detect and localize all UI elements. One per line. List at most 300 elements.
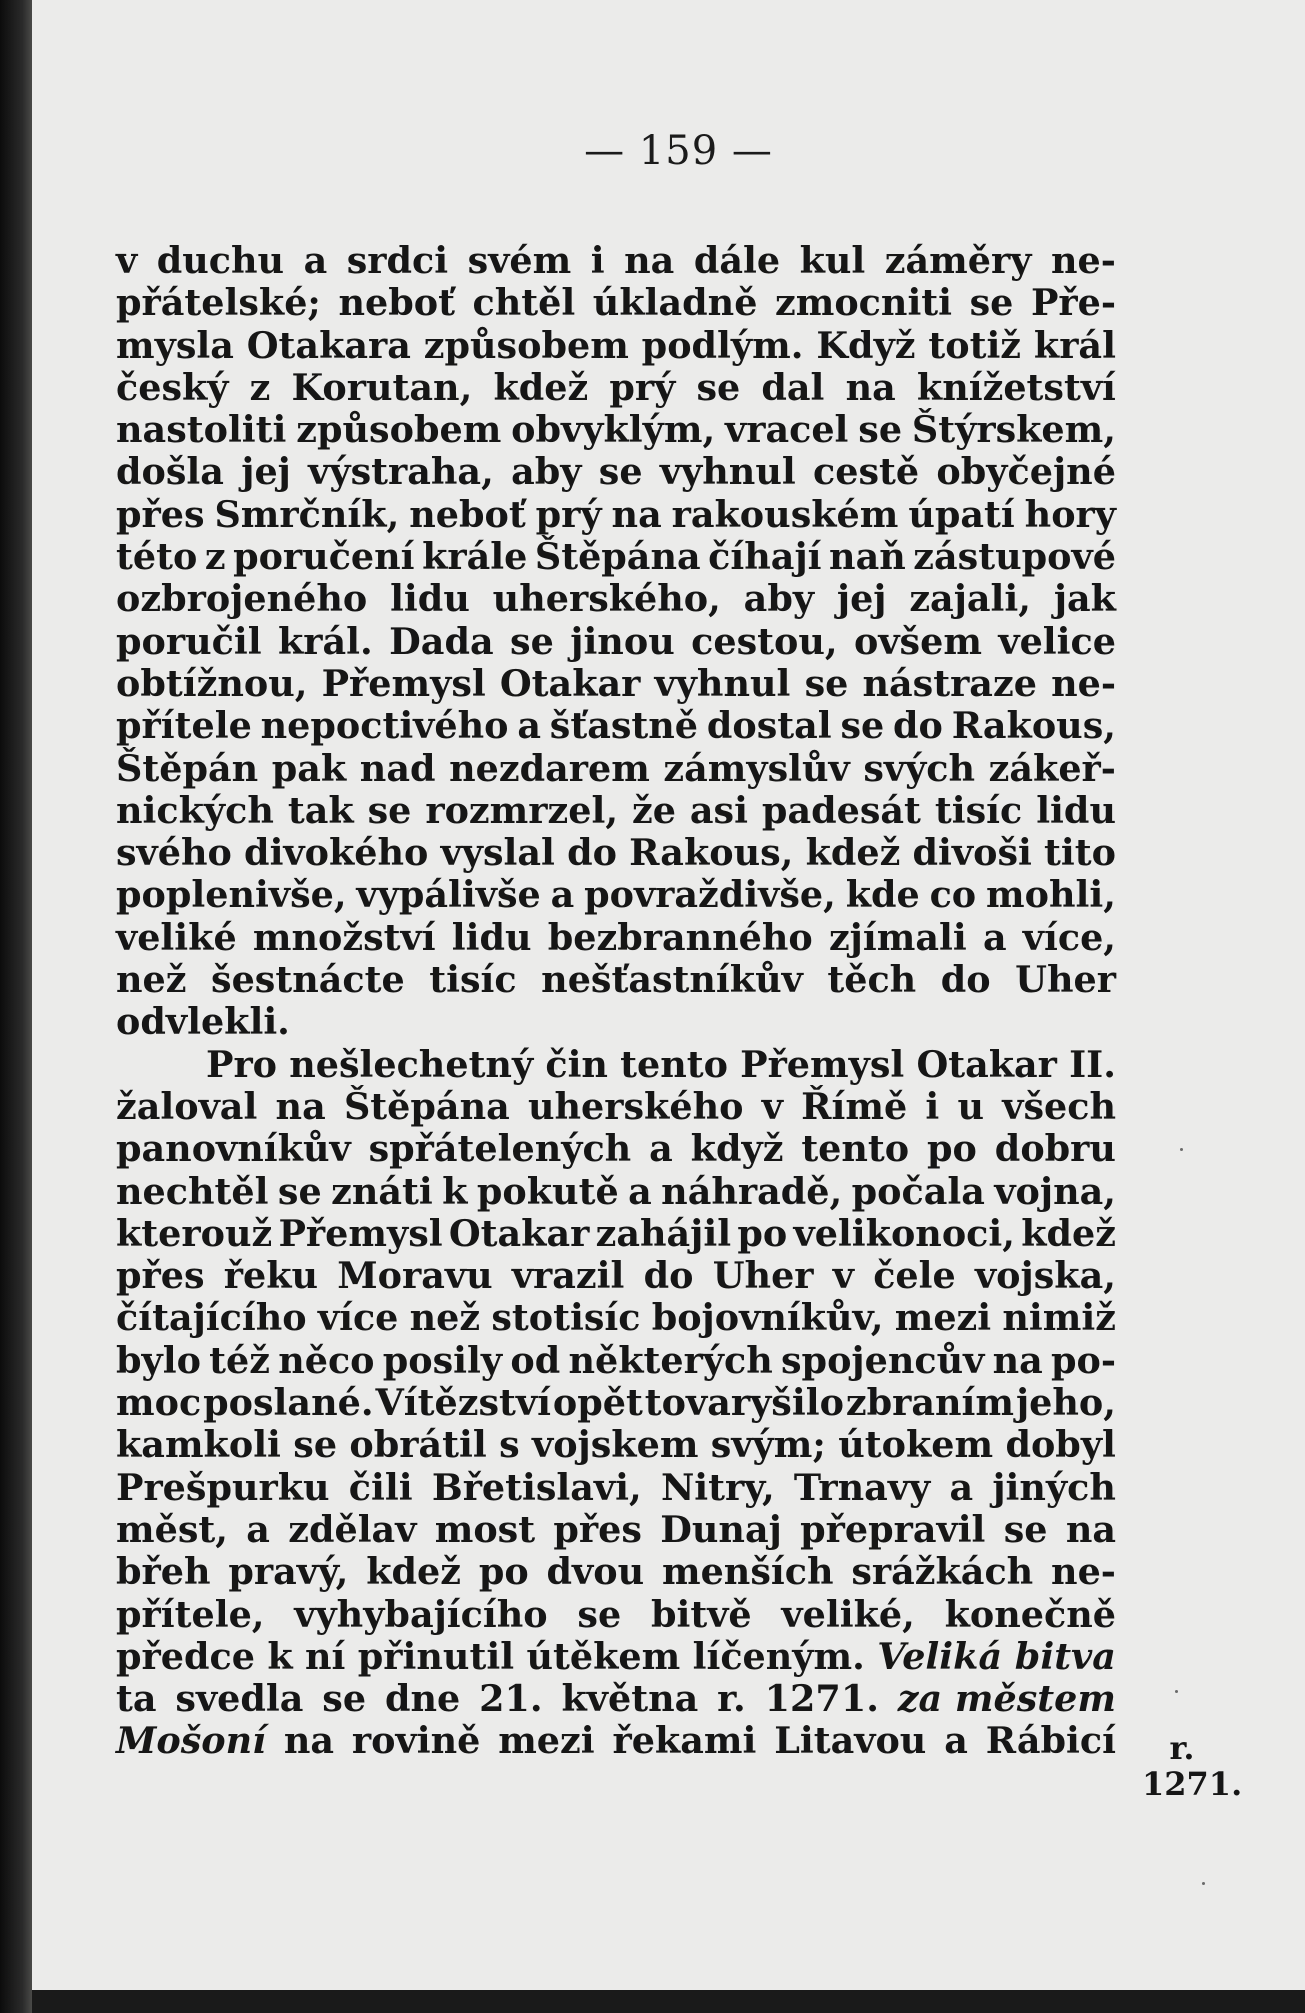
book-gutter bbox=[0, 0, 32, 2013]
text-line bbox=[116, 1678, 1116, 1720]
word: se bbox=[804, 661, 849, 705]
word: dvou bbox=[546, 1550, 645, 1594]
word: nepoctivého bbox=[260, 704, 509, 748]
word: než bbox=[409, 1296, 481, 1340]
word: svém bbox=[467, 239, 572, 282]
paper-speck bbox=[1180, 1148, 1183, 1151]
word: Otakar bbox=[448, 1211, 590, 1255]
word: tento bbox=[801, 1127, 910, 1171]
word: řeku bbox=[223, 1254, 319, 1298]
word: lidu bbox=[451, 915, 532, 959]
word: náhradě, bbox=[661, 1169, 843, 1213]
word: jinou bbox=[570, 619, 675, 663]
word: Dunaj bbox=[660, 1507, 782, 1551]
word: Vítězství bbox=[375, 1381, 551, 1425]
word: zákeř- bbox=[988, 746, 1116, 790]
word: Rábicí bbox=[985, 1719, 1116, 1763]
word: naň bbox=[829, 535, 906, 579]
italic-word: Mošoní bbox=[116, 1719, 267, 1763]
word: po bbox=[737, 1211, 788, 1255]
word: jak bbox=[1053, 577, 1116, 621]
word: duchu bbox=[156, 239, 285, 282]
word: Břetislavi, bbox=[431, 1465, 642, 1509]
word: Litavou bbox=[774, 1719, 927, 1763]
word: tovaryšilo bbox=[644, 1381, 844, 1425]
word: vyhnul bbox=[659, 450, 796, 494]
word: v bbox=[761, 1084, 783, 1128]
word: se bbox=[858, 408, 903, 452]
word: opět bbox=[552, 1381, 643, 1425]
word: Když bbox=[816, 323, 916, 367]
book-page bbox=[32, 0, 1305, 1990]
word: května bbox=[561, 1677, 699, 1721]
word: a bbox=[949, 1465, 974, 1509]
word: most bbox=[434, 1507, 536, 1551]
word: a bbox=[944, 1719, 968, 1763]
word: kde bbox=[845, 873, 920, 917]
text-line bbox=[116, 1001, 1116, 1043]
word: rovině bbox=[351, 1719, 481, 1763]
word: kamkoli bbox=[116, 1423, 281, 1467]
word: rozmrzel, bbox=[425, 788, 619, 832]
word: z bbox=[204, 535, 226, 579]
word: r. bbox=[717, 1677, 746, 1721]
word: srdci bbox=[346, 239, 449, 282]
word: na bbox=[283, 1719, 335, 1763]
word: panovníkův bbox=[116, 1127, 351, 1171]
word: dobru bbox=[994, 1127, 1116, 1171]
word: Rakous, bbox=[629, 831, 794, 875]
word: předce bbox=[116, 1634, 255, 1678]
word: neboť bbox=[338, 281, 455, 325]
word: způsobem bbox=[296, 408, 502, 452]
word: nešlechetný bbox=[289, 1042, 534, 1086]
margin-note-prefix: r. bbox=[1169, 1729, 1195, 1767]
word: rakouském bbox=[671, 492, 899, 536]
word: vrazil bbox=[511, 1254, 625, 1298]
word: obrátil bbox=[349, 1423, 487, 1467]
word: dne bbox=[384, 1677, 461, 1721]
word: množství bbox=[252, 915, 436, 959]
word: vojska, bbox=[974, 1254, 1116, 1298]
word: a bbox=[517, 704, 541, 748]
word: znáti bbox=[331, 1169, 433, 1213]
word: Přemysl bbox=[740, 1042, 905, 1086]
word: zámyslův bbox=[663, 746, 850, 790]
word: tak bbox=[287, 788, 354, 832]
word: stotisíc bbox=[491, 1296, 641, 1340]
word: útěkem bbox=[526, 1634, 681, 1678]
word: v bbox=[832, 1254, 854, 1298]
word: a bbox=[628, 1169, 652, 1213]
word: něco bbox=[278, 1338, 375, 1382]
word: cestě bbox=[813, 450, 920, 494]
word: nických bbox=[116, 788, 274, 832]
word: ne- bbox=[1050, 239, 1116, 282]
word: Smrčník, bbox=[214, 492, 400, 536]
word: pak bbox=[271, 746, 347, 790]
word: Štěpána bbox=[534, 535, 701, 579]
word: a bbox=[649, 1127, 673, 1171]
word: i bbox=[590, 239, 605, 282]
word: dal bbox=[761, 365, 825, 409]
word: lidu bbox=[1036, 788, 1116, 832]
word: se bbox=[1003, 1507, 1048, 1551]
word: Uher bbox=[1015, 958, 1116, 1002]
word: velice bbox=[998, 619, 1116, 663]
word: výstraha, bbox=[308, 450, 494, 494]
text-line bbox=[116, 1086, 1116, 1128]
word: a bbox=[982, 915, 1007, 959]
word: veliké bbox=[116, 915, 237, 959]
body-text bbox=[116, 240, 1116, 1763]
word: záměry bbox=[884, 239, 1032, 282]
word: a bbox=[246, 1507, 270, 1551]
word: Pře- bbox=[1030, 281, 1116, 325]
text-line bbox=[116, 1594, 1116, 1636]
text-line bbox=[116, 578, 1116, 620]
word: Přemysl bbox=[278, 1211, 443, 1255]
word: kdež bbox=[493, 365, 589, 409]
word: veliké, bbox=[781, 1592, 915, 1636]
word: na bbox=[611, 492, 662, 536]
word: prý bbox=[535, 492, 602, 536]
word: Štýrskem, bbox=[911, 408, 1116, 452]
word: král bbox=[1033, 323, 1116, 367]
word: ovšem bbox=[854, 619, 982, 663]
word: nezdarem bbox=[449, 746, 650, 790]
word: hory bbox=[1024, 492, 1116, 536]
word: do bbox=[940, 958, 991, 1002]
text-line bbox=[116, 874, 1116, 916]
word: na bbox=[845, 365, 896, 409]
word: zástupové bbox=[913, 535, 1116, 579]
word: pravý, bbox=[228, 1550, 349, 1594]
text-line bbox=[116, 1551, 1116, 1593]
word: svých bbox=[863, 746, 976, 790]
word: došla bbox=[116, 450, 224, 494]
word: Dada bbox=[389, 619, 494, 663]
word: obvyklým, bbox=[511, 408, 716, 452]
word: k bbox=[267, 1634, 293, 1678]
word: se bbox=[293, 1423, 338, 1467]
word: na bbox=[992, 1338, 1043, 1382]
word: po bbox=[927, 1127, 977, 1171]
word: se bbox=[277, 1169, 322, 1213]
text-line bbox=[116, 325, 1116, 367]
word: uherského, bbox=[492, 577, 721, 621]
word: na bbox=[1065, 1507, 1116, 1551]
word: čin bbox=[545, 1042, 608, 1086]
word: divokého bbox=[244, 831, 429, 875]
page-bottom-edge bbox=[32, 1990, 1305, 2013]
word: uherského bbox=[527, 1084, 744, 1128]
word: tito bbox=[1044, 831, 1116, 875]
word: se bbox=[969, 281, 1014, 325]
word: poslané. bbox=[203, 1381, 374, 1425]
word: břeh bbox=[116, 1550, 211, 1594]
word: Prešpurku bbox=[116, 1465, 330, 1509]
paper-speck bbox=[1202, 1882, 1205, 1885]
word: král. bbox=[278, 619, 373, 663]
text-line bbox=[116, 959, 1116, 1001]
word: bezbranného bbox=[547, 915, 813, 959]
word: vyhybajícího bbox=[294, 1592, 548, 1636]
text-line bbox=[116, 705, 1116, 747]
word: vojskem bbox=[532, 1423, 699, 1467]
text-line bbox=[116, 1424, 1116, 1466]
word: v bbox=[116, 239, 138, 282]
word: a bbox=[550, 873, 575, 917]
word: mezi bbox=[894, 1296, 992, 1340]
word: povraždivše, bbox=[584, 873, 836, 917]
word: kul bbox=[799, 239, 866, 282]
word: ne- bbox=[1051, 661, 1116, 705]
word: Uher bbox=[712, 1254, 814, 1298]
word: prý bbox=[609, 365, 676, 409]
word: odvlekli. bbox=[116, 1000, 290, 1044]
text-line bbox=[116, 282, 1116, 324]
word: způsobem bbox=[423, 323, 629, 367]
word: ne- bbox=[1051, 1550, 1116, 1594]
word: k bbox=[442, 1169, 468, 1213]
word: spřátelených bbox=[368, 1127, 632, 1171]
word: vypálivše bbox=[356, 873, 541, 917]
word: zjímali bbox=[828, 915, 967, 959]
word: se bbox=[696, 365, 741, 409]
italic-word: Veliká bitva bbox=[877, 1634, 1116, 1678]
word: poplenivše, bbox=[116, 873, 347, 917]
word: jiných bbox=[992, 1465, 1116, 1509]
word: padesát bbox=[761, 788, 921, 832]
word: pokutě bbox=[476, 1169, 619, 1213]
word: vracel bbox=[725, 408, 849, 452]
word: počala bbox=[851, 1169, 985, 1213]
word: svedla bbox=[175, 1677, 304, 1721]
word: dostal bbox=[706, 704, 832, 748]
word: šestnácte bbox=[211, 958, 405, 1002]
word: jeho, bbox=[1015, 1381, 1116, 1425]
word: kdež bbox=[366, 1550, 461, 1594]
word: Moravu bbox=[337, 1254, 493, 1298]
text-line bbox=[116, 1467, 1116, 1509]
word: přepravil bbox=[800, 1507, 986, 1551]
word: podlým. bbox=[641, 323, 804, 367]
word: poručení bbox=[233, 535, 415, 579]
word: knížetství bbox=[916, 365, 1116, 409]
word: mezi bbox=[498, 1719, 595, 1763]
word: velikonoci, bbox=[793, 1211, 1015, 1255]
word: řekami bbox=[612, 1719, 757, 1763]
word: na bbox=[275, 1084, 326, 1128]
word: nešťastníkův bbox=[541, 958, 803, 1002]
word: číhají bbox=[708, 535, 822, 579]
text-line bbox=[116, 621, 1116, 663]
word: tisíc bbox=[934, 788, 1023, 832]
word: žaloval bbox=[116, 1084, 258, 1128]
word: zmocniti bbox=[774, 281, 953, 325]
text-line bbox=[116, 1636, 1116, 1678]
word: 1271. bbox=[764, 1677, 879, 1721]
text-line bbox=[116, 1382, 1116, 1424]
word: všech bbox=[1002, 1084, 1116, 1128]
text-line bbox=[116, 917, 1116, 959]
word: obtížnou, bbox=[116, 661, 308, 705]
text-line bbox=[116, 1255, 1116, 1297]
word: tento bbox=[620, 1042, 728, 1086]
word: asi bbox=[689, 788, 748, 832]
word: Štěpán bbox=[116, 746, 259, 790]
word: jej bbox=[836, 577, 887, 621]
word: čili bbox=[348, 1465, 413, 1509]
word: mysla bbox=[116, 323, 234, 367]
word: cestou, bbox=[691, 619, 838, 663]
word: zajali, bbox=[909, 577, 1032, 621]
word: bitvě bbox=[650, 1592, 752, 1636]
word: dobyl bbox=[1005, 1423, 1116, 1467]
text-line bbox=[116, 663, 1116, 705]
word: ozbrojeného bbox=[116, 577, 368, 621]
word: než bbox=[116, 958, 187, 1002]
word: se bbox=[598, 450, 643, 494]
word: kdež bbox=[805, 831, 901, 875]
text-line bbox=[116, 240, 1116, 282]
word: menších bbox=[661, 1550, 834, 1594]
word: přátelské; bbox=[116, 281, 321, 325]
word: vyhnul bbox=[654, 661, 791, 705]
word: a bbox=[303, 239, 328, 282]
word: po bbox=[478, 1550, 529, 1594]
word: přes bbox=[116, 1254, 205, 1298]
word: ní bbox=[305, 1634, 346, 1678]
word: svého bbox=[116, 831, 232, 875]
word: obyčejné bbox=[936, 450, 1116, 494]
word: zbraním bbox=[845, 1381, 1015, 1425]
text-line bbox=[116, 409, 1116, 451]
word: konečně bbox=[944, 1592, 1116, 1636]
word: do bbox=[643, 1254, 694, 1298]
word: u bbox=[957, 1084, 985, 1128]
text-line bbox=[116, 748, 1116, 790]
word: vojna, bbox=[994, 1169, 1116, 1213]
word: poručil bbox=[116, 619, 262, 663]
text-line bbox=[116, 1044, 1116, 1086]
word: 21. bbox=[479, 1677, 543, 1721]
text-line bbox=[116, 1128, 1116, 1170]
word: nad bbox=[359, 746, 436, 790]
word: český bbox=[116, 365, 229, 409]
text-line bbox=[116, 367, 1116, 409]
word: zdělav bbox=[288, 1507, 417, 1551]
word: nimiž bbox=[1002, 1296, 1116, 1340]
word: Otakar bbox=[916, 1042, 1057, 1086]
word: chtěl bbox=[472, 281, 576, 325]
word: moc bbox=[116, 1381, 202, 1425]
text-line bbox=[116, 451, 1116, 493]
word: Otakara bbox=[246, 323, 411, 367]
word: svým; bbox=[710, 1423, 826, 1467]
word: se bbox=[840, 704, 885, 748]
text-line bbox=[116, 1213, 1116, 1255]
word: Římě bbox=[801, 1084, 908, 1128]
word: aby bbox=[743, 577, 815, 621]
text-line bbox=[116, 1509, 1116, 1551]
word: do bbox=[893, 704, 943, 748]
word: když bbox=[690, 1127, 784, 1171]
word: Rakous, bbox=[951, 704, 1116, 748]
italic-word: za městem bbox=[897, 1677, 1116, 1721]
word: přítele, bbox=[116, 1592, 265, 1636]
word: se bbox=[367, 788, 412, 832]
word: šťastně bbox=[549, 704, 699, 748]
word: měst, bbox=[116, 1507, 228, 1551]
word: úkladně bbox=[592, 281, 758, 325]
word: nastoliti bbox=[116, 408, 287, 452]
word: přítele bbox=[116, 704, 252, 748]
word: čele bbox=[873, 1254, 956, 1298]
word: líčeným. bbox=[692, 1634, 865, 1678]
margin-note-year bbox=[1142, 1729, 1243, 1803]
word: přes bbox=[116, 492, 205, 536]
word: totiž bbox=[928, 323, 1022, 367]
word: mohli, bbox=[986, 873, 1116, 917]
word: lidu bbox=[390, 577, 470, 621]
word: II. bbox=[1069, 1042, 1116, 1086]
word: z bbox=[249, 365, 271, 409]
word: divoši bbox=[912, 831, 1032, 875]
paper-speck bbox=[1175, 1690, 1178, 1693]
word: nechtěl bbox=[116, 1169, 269, 1213]
word: aby bbox=[511, 450, 582, 494]
word: dále bbox=[693, 239, 781, 282]
margin-note-value: 1271. bbox=[1142, 1765, 1243, 1803]
word: posily bbox=[382, 1338, 503, 1382]
word: bylo bbox=[116, 1338, 201, 1382]
text-line bbox=[116, 494, 1116, 536]
word: též bbox=[209, 1338, 270, 1382]
word: neboť bbox=[409, 492, 526, 536]
word: Otakar bbox=[499, 661, 641, 705]
word: se bbox=[510, 619, 554, 663]
word: že bbox=[631, 788, 676, 832]
word: Přemysl bbox=[321, 661, 486, 705]
text-line bbox=[116, 1340, 1116, 1382]
text-line bbox=[116, 1171, 1116, 1213]
word: spojencův bbox=[781, 1338, 985, 1382]
word: srážkách bbox=[851, 1550, 1034, 1594]
word: na bbox=[624, 239, 675, 282]
word: více bbox=[317, 1296, 399, 1340]
word: Pro bbox=[206, 1042, 278, 1086]
word: kterouž bbox=[116, 1211, 273, 1255]
word: těch bbox=[827, 958, 917, 1002]
word: ta bbox=[116, 1677, 157, 1721]
word: Korutan, bbox=[291, 365, 473, 409]
word: do bbox=[567, 831, 617, 875]
text-line bbox=[116, 1720, 1116, 1762]
word: přes bbox=[553, 1507, 642, 1551]
word: čítajícího bbox=[116, 1296, 307, 1340]
word: Nitry, bbox=[660, 1465, 775, 1509]
text-line bbox=[116, 1297, 1116, 1339]
word: se bbox=[322, 1677, 367, 1721]
word: útokem bbox=[838, 1423, 994, 1467]
word: se bbox=[577, 1592, 622, 1636]
word: krále bbox=[422, 535, 528, 579]
word: Trnavy bbox=[793, 1465, 931, 1509]
word: bojovníkův, bbox=[651, 1296, 884, 1340]
page-number: — 159 — bbox=[584, 128, 773, 174]
